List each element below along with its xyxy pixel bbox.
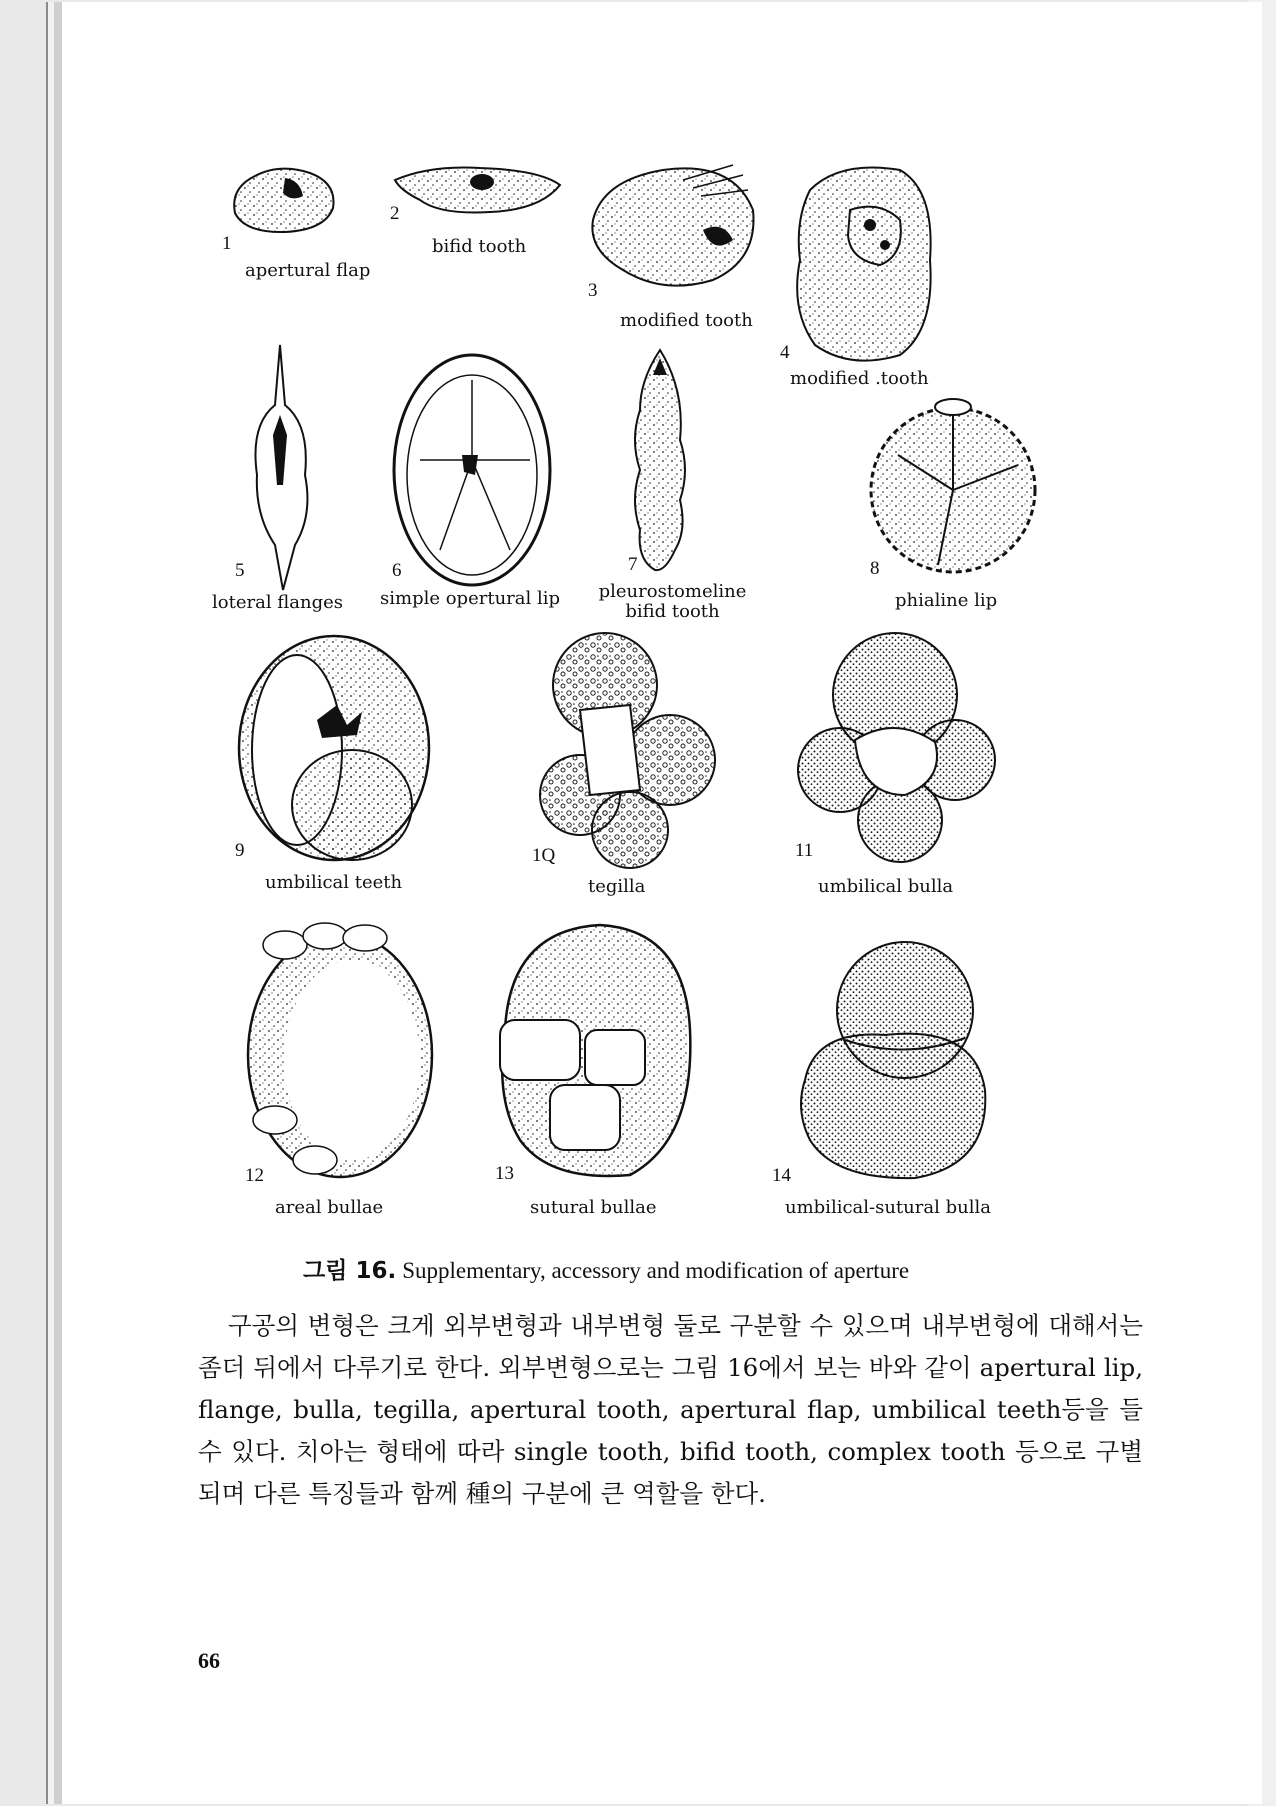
specimen-5-label: loteral flanges <box>212 592 344 613</box>
specimen-3-drawing <box>583 160 763 295</box>
specimen-14-drawing <box>795 940 995 1185</box>
specimen-6-number: 6 <box>392 560 402 581</box>
specimen-14-number: 14 <box>772 1165 791 1186</box>
figure-caption <box>303 1252 909 1285</box>
specimen-8-number: 8 <box>870 558 880 579</box>
specimen-8-label: phialine lip <box>895 590 998 611</box>
figure-caption-text: Supplementary, accessory and modification of aperture <box>402 1258 910 1283</box>
specimen-10-label: tegilla <box>588 876 646 897</box>
specimen-10-drawing <box>530 630 715 870</box>
specimen-7-drawing <box>625 350 695 575</box>
specimen-7-number: 7 <box>628 554 638 575</box>
specimen-9-drawing <box>232 630 437 865</box>
specimen-1-number: 1 <box>222 233 232 254</box>
specimen-13-drawing <box>490 920 700 1185</box>
specimen-11-drawing <box>795 630 995 865</box>
specimen-14-label: umbilical-sutural bulla <box>785 1197 991 1218</box>
specimen-8-drawing <box>858 395 1048 585</box>
specimen-4-number: 4 <box>780 342 790 363</box>
specimen-4-label: modified .tooth <box>790 368 929 389</box>
specimen-3-number: 3 <box>588 280 598 301</box>
specimen-1-label: apertural flap <box>245 260 371 281</box>
specimen-10-number: 1Q <box>532 845 556 866</box>
specimen-12-number: 12 <box>245 1165 264 1186</box>
specimen-9-number: 9 <box>235 840 245 861</box>
specimen-5-number: 5 <box>235 560 245 581</box>
specimen-1-drawing <box>225 158 345 238</box>
specimen-12-label: areal bullae <box>275 1197 384 1218</box>
body-paragraph: 구공의 변형은 크게 외부변형과 내부변형 둘로 구분할 수 있으며 내부변형에 대해서는 좀더 뒤에서 다루기로 한다. 외부변형으로는 그림 16에서 보는 바와 같이 apertural lip, flange, bulla, tegilla, apertural tooth, apertural flap, umbilical teeth등을 들 수 있다. 치아는 형태에 따라 single tooth, bifid tooth, complex tooth 등으로 구별되며 다른 특징들과 함께 種의 구분에 큰 역할을 한다. <box>198 1311 1143 1508</box>
specimen-4-drawing <box>790 160 940 365</box>
page-number: 66 <box>198 1648 220 1673</box>
specimen-11-number: 11 <box>795 840 814 861</box>
specimen-6-label: simple opertural lip <box>380 588 561 609</box>
specimen-9-label: umbilical teeth <box>265 872 403 893</box>
specimen-12-drawing <box>240 920 440 1185</box>
figure-caption-label: 그림 16. <box>303 1258 397 1284</box>
specimen-13-number: 13 <box>495 1163 514 1184</box>
specimen-7-label: pleurostomeline bifid tooth <box>598 581 747 622</box>
specimen-2-drawing <box>390 160 565 225</box>
specimen-3-label: modified tooth <box>620 310 753 331</box>
specimen-2-label: bifid tooth <box>432 236 527 257</box>
book-page <box>62 2 1262 1804</box>
specimen-5-drawing <box>235 345 325 595</box>
specimen-11-label: umbilical bulla <box>818 876 954 897</box>
specimen-6-drawing <box>390 350 555 590</box>
specimen-13-label: sutural bullae <box>530 1197 657 1218</box>
specimen-2-number: 2 <box>390 203 400 224</box>
